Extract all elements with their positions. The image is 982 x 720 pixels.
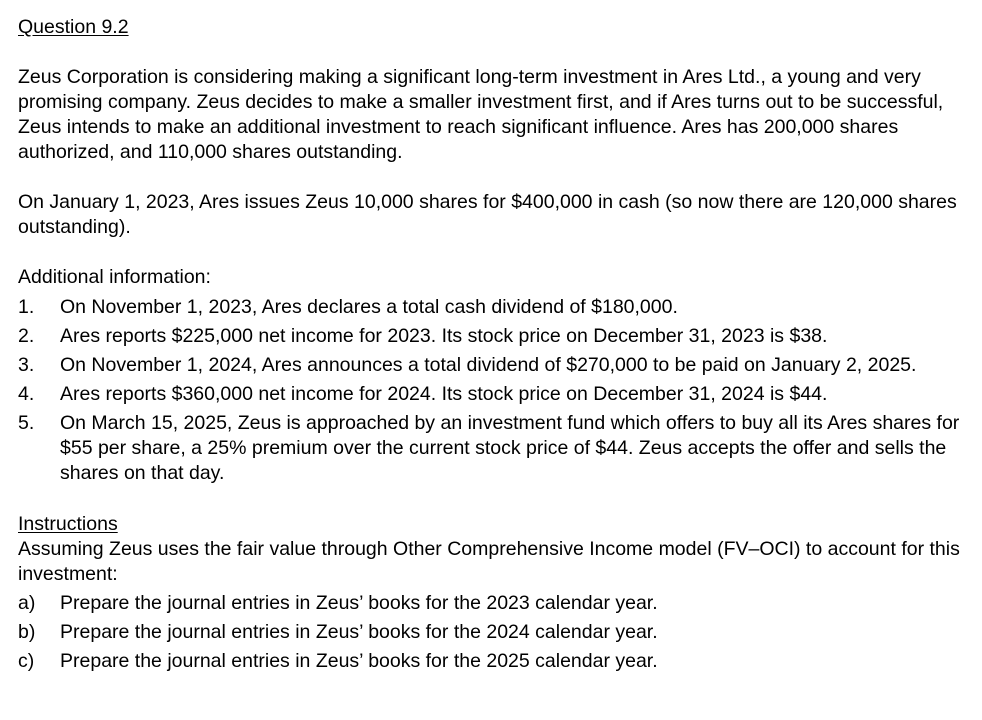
task-item-text: Prepare the journal entries in Zeus’ books for the 2024 calendar year. <box>60 621 658 643</box>
list-item-number: 3. <box>18 354 35 376</box>
task-item <box>18 649 962 674</box>
list-item-number: 1. <box>18 296 35 318</box>
list-item-text: Ares reports $225,000 net income for 2023. Its stock price on December 31, 2023 is $38. <box>60 325 828 347</box>
task-item-text: Prepare the journal entries in Zeus’ books for the 2025 calendar year. <box>60 650 658 672</box>
task-item-letter: b) <box>18 621 36 643</box>
list-item-number: 4. <box>18 383 35 405</box>
task-item-text: Prepare the journal entries in Zeus’ books for the 2023 calendar year. <box>60 592 658 614</box>
intro-paragraph: Zeus Corporation is considering making a significant long-term investment in Ares Ltd., a young and very promising company. Zeus decides to make a smaller investment first, and if Ares turns out to be successful, Zeus intends to make an additional investment to reach significant influence. Ares has 200,000 shares authorized, and 110,000 shares outstanding. <box>18 66 944 163</box>
issue-paragraph: On January 1, 2023, Ares issues Zeus 10,000 shares for $400,000 in cash (so now there are 120,000 shares outstanding). <box>18 191 957 238</box>
list-item <box>18 353 962 378</box>
list-item-text: On November 1, 2023, Ares declares a total cash dividend of $180,000. <box>60 296 678 318</box>
instructions-heading: Instructions <box>18 513 118 535</box>
list-item <box>18 411 962 486</box>
list-item <box>18 295 962 320</box>
list-item-number: 2. <box>18 325 35 347</box>
task-item-letter: c) <box>18 650 35 672</box>
question-heading: Question 9.2 <box>18 16 129 38</box>
task-item <box>18 620 962 645</box>
task-item-letter: a) <box>18 592 36 614</box>
tasks-list <box>18 591 962 674</box>
list-item <box>18 382 962 407</box>
additional-info-list <box>18 295 962 486</box>
list-item-number: 5. <box>18 412 35 434</box>
list-item-text: Ares reports $360,000 net income for 2024. Its stock price on December 31, 2024 is $44. <box>60 383 828 405</box>
list-item-text: On November 1, 2024, Ares announces a total dividend of $270,000 to be paid on January 2, 2025. <box>60 354 917 376</box>
instructions-text: Assuming Zeus uses the fair value through Other Comprehensive Income model (FV–OCI) to account for this investment: <box>18 538 960 585</box>
task-item <box>18 591 962 616</box>
list-item-text: On March 15, 2025, Zeus is approached by an investment fund which offers to buy all its Ares shares for $55 per share, a 25% premium over the current stock price of $44. Zeus accepts the offer and sells the shares on that day. <box>60 412 960 484</box>
list-item <box>18 324 962 349</box>
additional-info-label: Additional information: <box>18 266 211 288</box>
